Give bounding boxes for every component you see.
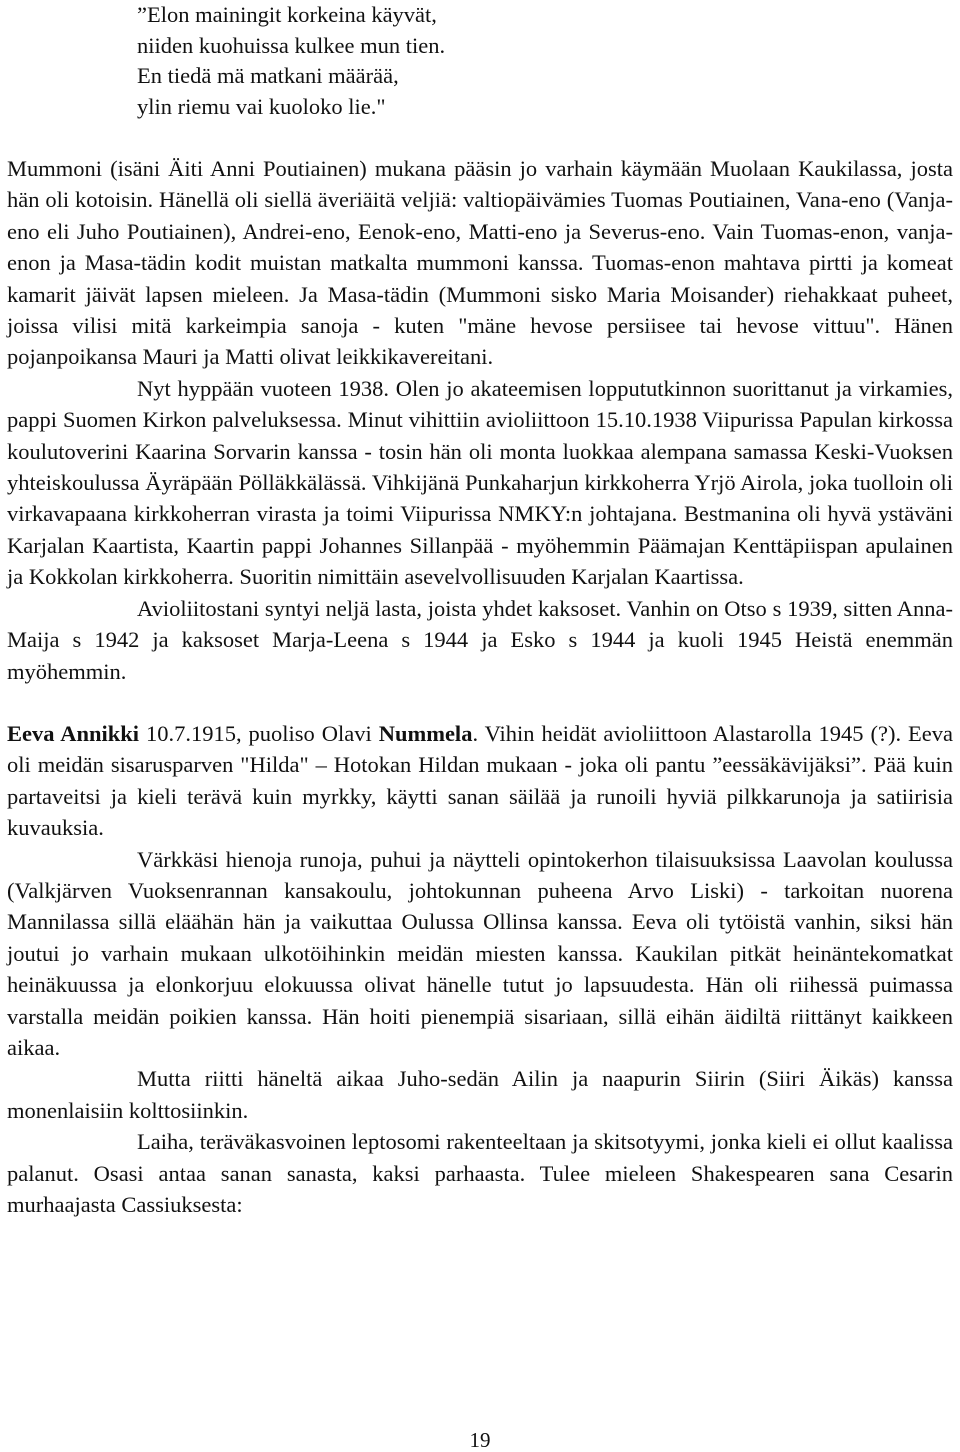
paragraph-eeva-poems: Värkkäsi hienoja runoja, puhui ja näytteli opintokerhon tilaisuuksissa Laavolan koulussa (Valkjärven Vuoksenrannan kansakoulu, johtokunnan puheena Arvo Liski) - tarkoitan nuorena Mannilassa sillä eläähän hän ja vaikuttaa Oulussa Ollinsa kanssa. Eeva oli tytöistä vanhin, siksi hän joutui jo varhain mukaan ulkotöihinkin meidän miesten kanssa. Kaukilan pitkät heinäntekomatkat heinäkuussa ja elonkorjuu elokuussa olivat hänelle tutut jo lapsuudesta. Hän oli riihessä puimassa varstalla meidän poikien kanssa. Hän hoiti pienempiä sisariaan, sillä eihän äidiltä riittänyt kaikkeen aikaa.: [7, 846, 953, 1060]
document-page: [7, 0, 953, 1220]
body-text: [7, 153, 953, 1220]
person-name: Eeva Annikki: [7, 720, 140, 746]
poem-stanza: [7, 0, 953, 122]
spouse-surname: Nummela: [378, 720, 473, 746]
paragraph-children: Avioliitostani syntyi neljä lasta, joista yhdet kaksoset. Vanhin on Otso s 1939, sitten Anna-Maija s 1942 ja kaksoset Marja-Leena s 1944 ja Esko s 1944 ja kuoli 1945 Heistä enemmän myöhemmin.: [7, 595, 953, 684]
poem-line: ylin riemu vai kuoloko lie.": [137, 93, 386, 119]
paragraph-kaukila-visits: Mummoni (isäni Äiti Anni Poutiainen) mukana pääsin jo varhain käymään Muolaan Kaukilassa, josta hän oli kotoisin. Hänellä oli siellä äveriäitä veljiä: valtiopäivämies Tuomas Poutiainen, Vana-eno (Vanja-eno eli Juho Poutiainen), Andrei-eno, Eenok-eno, Matti-eno ja Severus-eno. Vain Tuomas-enon, vanja-enon ja Masa-tädin kodit muistan matkalta mummoni kanssa. Tuomas-enon mahtava pirtti ja komeat kamarit jäivät lapsen mieleen. Ja Masa-tädin (Mummoni sisko Maria Moisander) riehakkaat puheet, joissa vilisi mitä karkeimpia sanoja - kuten "mäne hevose persiisee tai hevose vittuu". Hänen pojanpoikansa Mauri ja Matti olivat leikkikavereitani.: [7, 156, 953, 370]
spacer: [7, 122, 953, 153]
paragraph-eeva-character: Laiha, teräväkasvoinen leptosomi rakenteeltaan ja skitsotyymi, jonka kieli ei ollut kaalissa palanut. Osasi antaa sanan sanasta, kaksi parhaasta. Tulee mieleen Shakespearen sana Cesarin murhaajasta Cassiuksesta:: [7, 1129, 953, 1217]
poem-line: ”Elon mainingit korkeina käyvät,: [137, 2, 437, 27]
paragraph-eeva-pranks: Mutta riitti häneltä aikaa Juho-sedän Ailin ja naapurin Siirin (Siiri Äikäs) kanssa monenlaisiin kolttosiinkin.: [7, 1066, 953, 1123]
intro-text-b: . Vihin heidät avioliittoon Alastarolla 1945 (?). Eeva oli meidän sisarusparven "Hilda" – Hotokan Hildan mukaan - joka oli pantu ”eessäkävijäksi”. Pää kuin partaveitsi ja kieli terävä kuin myrkky, käytti sanan säilää ja runoili hyviä pilkkarunoja ja satiirisia kuvauksia.: [7, 720, 953, 841]
poem-line: En tiedä mä matkani määrää,: [137, 63, 399, 88]
page-number: 19: [469, 1428, 491, 1452]
paragraph-marriage-1938: Nyt hyppään vuoteen 1938. Olen jo akateemisen loppututkinnon suorittanut ja virkamies, pappi Suomen Kirkon palveluksessa. Minut vihittiin avioliittoon 15.10.1938 Viipurissa Papulan kirkossa koulutoverini Kaarina Sorvarin kanssa - tosin hän oli monta luokkaa alempana samassa Keski-Vuoksen yhteiskoulussa Äyräpään Pölläkkälässä. Vihkijänä Punkaharjun kirkkoherra Yrjö Airola, joka tuolloin oli virkavapaana kirkkoherran virasta ja toimi Viipurissa NMKY:n johtajana. Bestmanina oli hyvä ystäväni Karjalan Kaartista, Kaartin pappi Johannes Sillanpää - myöhemmin Päämajan Kenttäpiispan apulainen ja Kokkolan kirkkoherra. Suoritin nimittäin asevelvollisuuden Karjalan Kaartissa.: [7, 375, 953, 590]
spacer: [7, 687, 953, 718]
poem-line: niiden kuohuissa kulkee mun tien.: [137, 32, 446, 58]
intro-text-a: 10.7.1915, puoliso Olavi: [139, 720, 379, 746]
paragraph-eeva-intro: [7, 718, 953, 844]
